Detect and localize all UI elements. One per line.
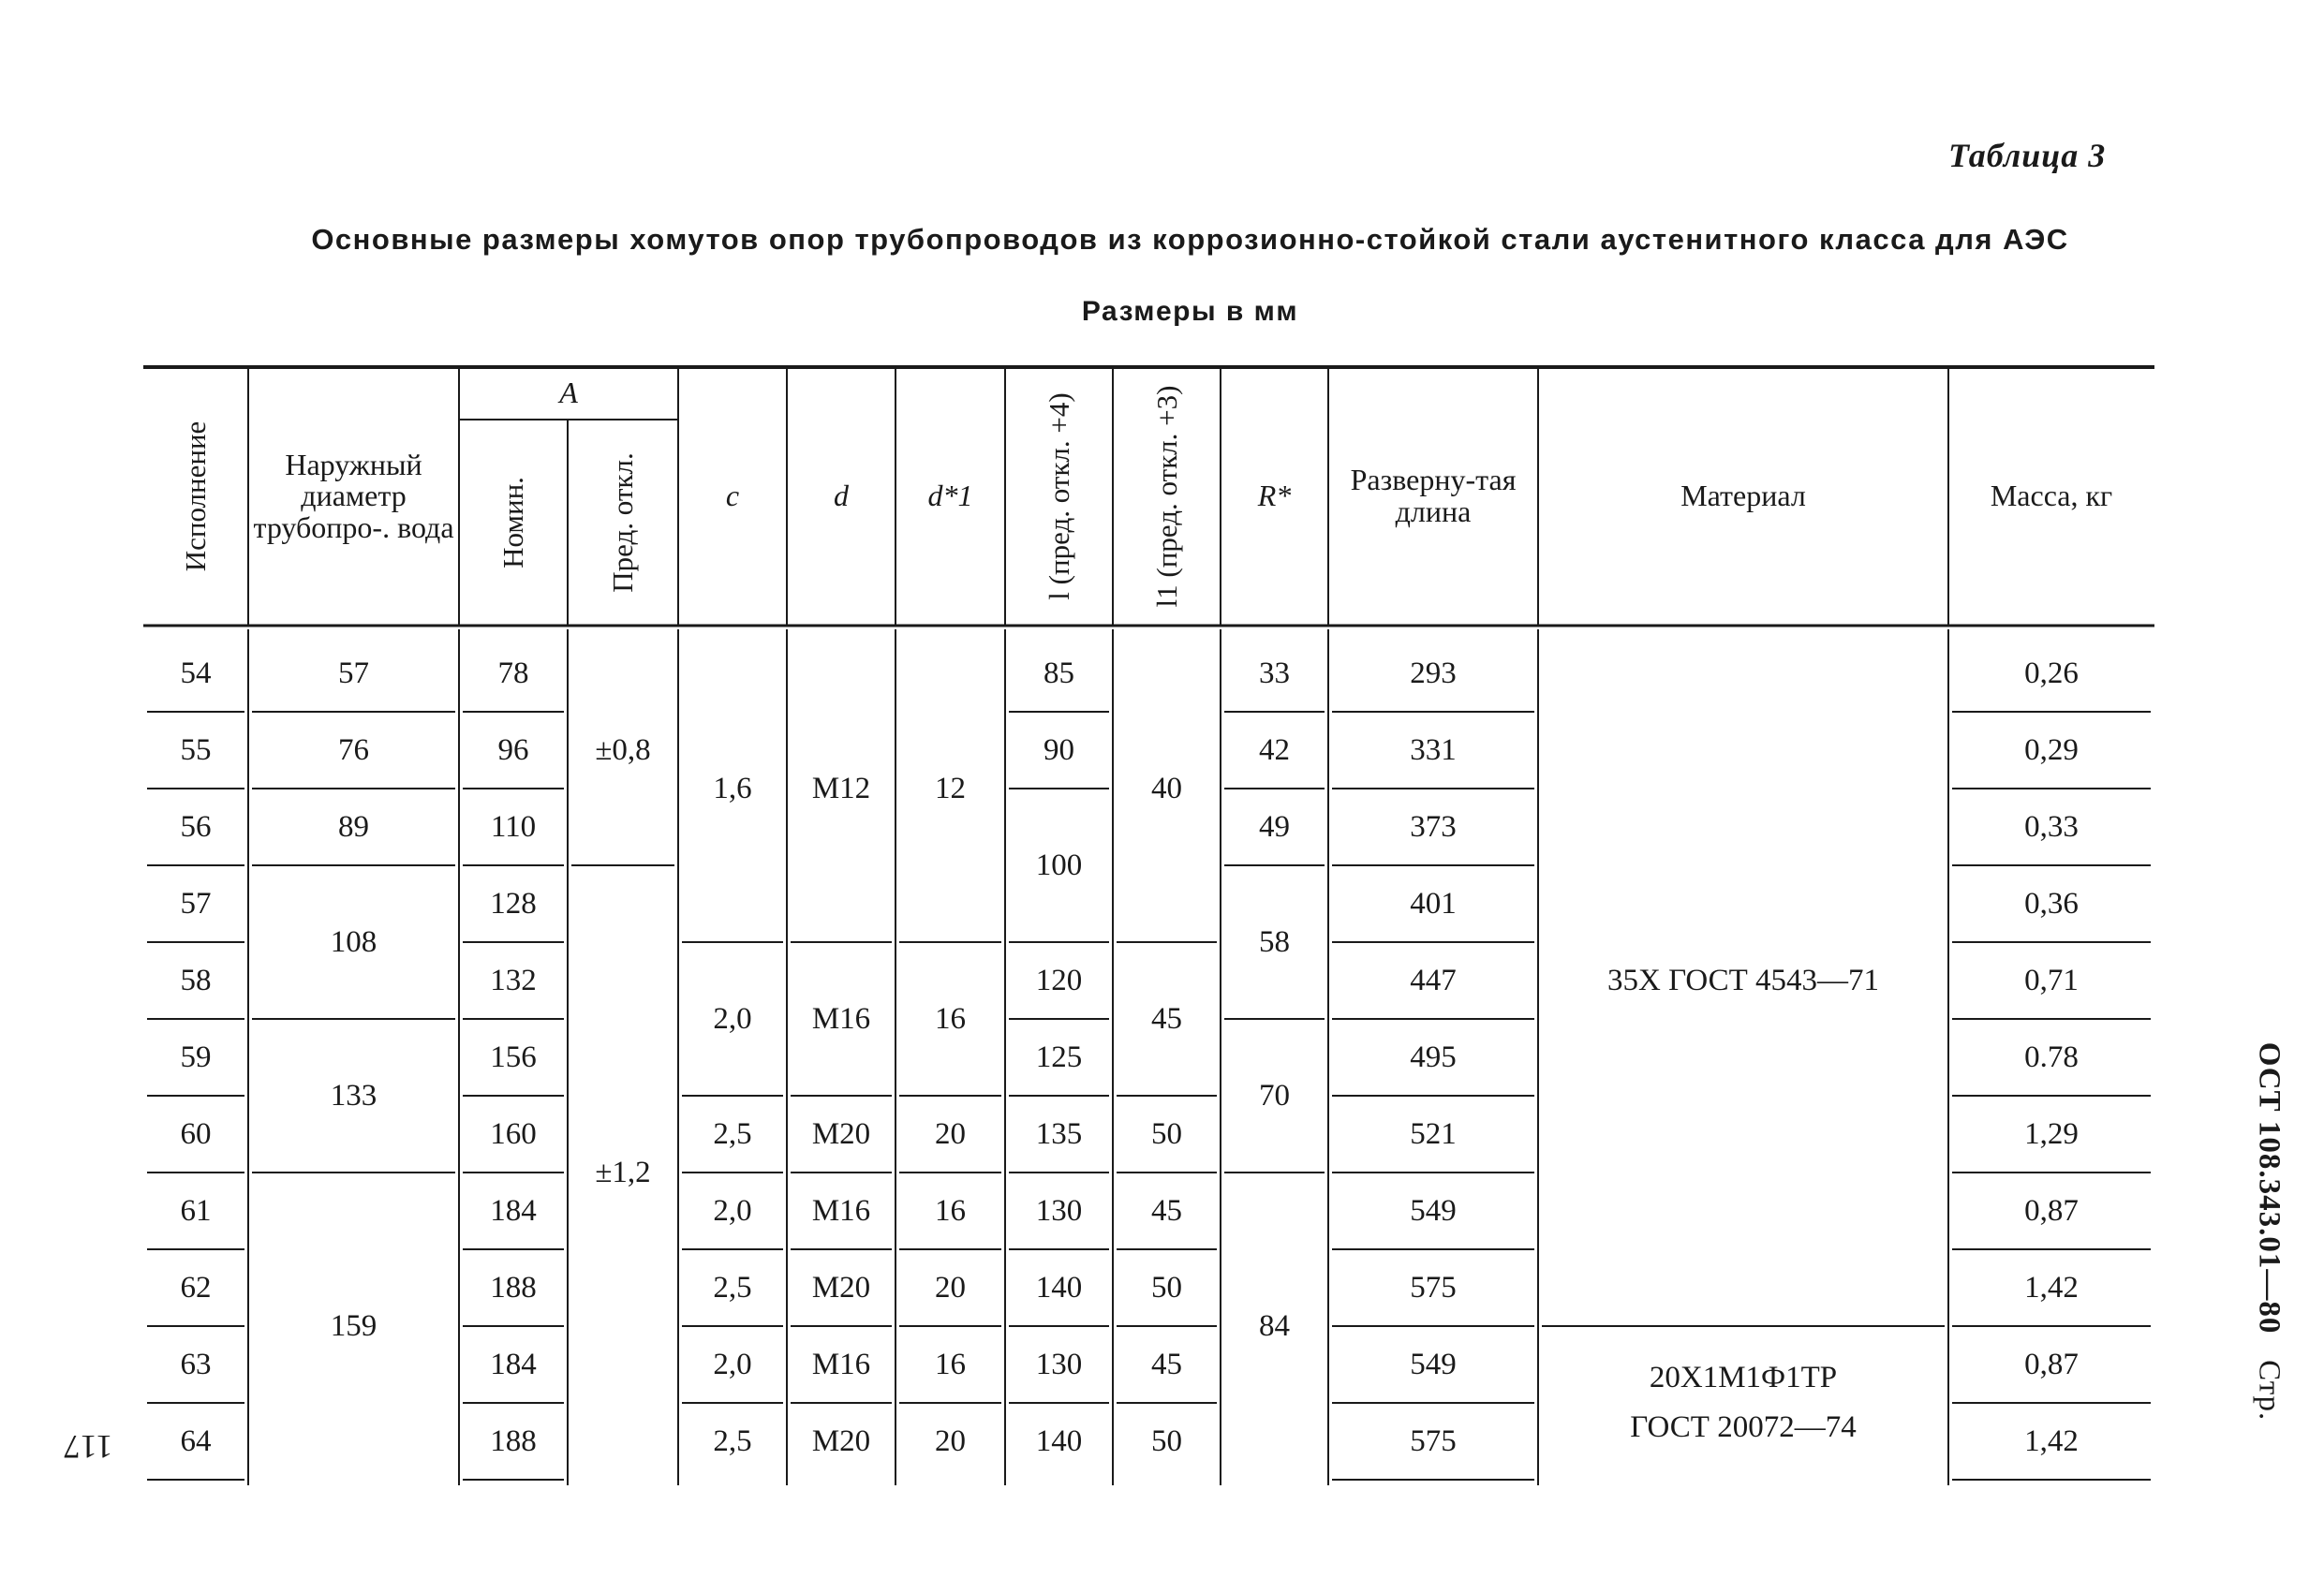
developed-length-cell: 575	[1410, 1423, 1457, 1458]
d-cell: M12	[811, 771, 871, 805]
execution-cell: 54	[180, 656, 212, 690]
header-c: c	[725, 479, 740, 513]
l-cell: 130	[1035, 1193, 1083, 1228]
execution-cell: 57	[180, 886, 212, 921]
l-cell: 140	[1035, 1270, 1083, 1305]
l-cell: 120	[1035, 963, 1083, 997]
developed-length-cell: 549	[1410, 1347, 1457, 1381]
table-label: Таблица 3	[1948, 137, 2107, 174]
header-a-tolerance: Пред. откл.	[605, 452, 639, 593]
header-d1: d*1	[927, 479, 973, 513]
page-abbrev: Стр.	[2252, 1360, 2287, 1422]
execution-cell: 58	[180, 963, 212, 997]
a-nominal-cell: 184	[490, 1347, 537, 1381]
d1-cell: 16	[935, 1347, 966, 1381]
r-cell: 42	[1259, 732, 1290, 767]
table-title: Основные размеры хомутов опор трубопроводов из коррозионно-стойкой стали аустенитного класса для АЭС	[311, 223, 2069, 256]
c-cell: 2,0	[713, 1001, 752, 1036]
developed-length-cell: 373	[1410, 809, 1457, 844]
a-nominal-cell: 96	[497, 732, 529, 767]
material-standard: ГОСТ 20072—74	[1630, 1410, 1857, 1444]
header-outer-diameter: Наружный диаметр трубопро-. вода	[253, 447, 454, 544]
l-cell: 90	[1044, 732, 1074, 767]
diameter-cell: 57	[338, 656, 369, 690]
d-cell: M20	[811, 1116, 871, 1151]
d1-cell: 16	[935, 1193, 966, 1228]
l-cell: 125	[1035, 1040, 1083, 1074]
mass-cell: 1,42	[2024, 1270, 2079, 1305]
developed-length-cell: 495	[1410, 1040, 1457, 1074]
developed-length-cell: 447	[1410, 963, 1457, 997]
l-cell: 140	[1035, 1423, 1083, 1458]
a-tolerance-cell: ±0,8	[595, 732, 651, 767]
d-cell: M16	[811, 1001, 871, 1036]
header-developed-length: Разверну-тая длина	[1350, 463, 1517, 528]
l1-cell: 50	[1151, 1116, 1182, 1151]
c-cell: 2,0	[713, 1347, 752, 1381]
l-cell: 130	[1035, 1347, 1083, 1381]
diameter-cell: 76	[338, 732, 369, 767]
execution-cell: 63	[180, 1347, 212, 1381]
c-cell: 2,5	[713, 1270, 752, 1305]
d-cell: M16	[811, 1347, 871, 1381]
units-subtitle: Размеры в мм	[1081, 296, 1299, 327]
a-nominal-cell: 78	[497, 656, 529, 690]
developed-length-cell: 575	[1410, 1270, 1457, 1305]
mass-cell: 0,26	[2024, 656, 2079, 690]
page-number: 117	[63, 1428, 113, 1466]
l1-cell: 45	[1151, 1001, 1182, 1036]
material-cell	[1538, 1326, 1948, 1480]
mass-cell: 0.78	[2024, 1040, 2079, 1074]
l1-cell: 50	[1151, 1270, 1182, 1305]
a-nominal-cell: 160	[490, 1116, 537, 1151]
mass-cell: 0,36	[2024, 886, 2079, 921]
execution-cell: 55	[180, 732, 212, 767]
header-execution: Исполнение	[178, 420, 212, 572]
execution-cell: 64	[180, 1423, 212, 1458]
header-l1: l1 (пред. откл. +3)	[1149, 385, 1183, 608]
r-cell: 49	[1259, 809, 1290, 844]
l-cell: 100	[1035, 848, 1083, 882]
a-nominal-cell: 156	[490, 1040, 537, 1074]
d-cell: M20	[811, 1270, 871, 1305]
l-cell: 135	[1035, 1116, 1083, 1151]
c-cell: 2,0	[713, 1193, 752, 1228]
r-cell: 84	[1259, 1308, 1290, 1343]
a-nominal-cell: 184	[490, 1193, 537, 1228]
diameter-cell: 108	[330, 924, 377, 959]
c-cell: 2,5	[713, 1116, 752, 1151]
material-grade: 20Х1М1Ф1ТР	[1649, 1361, 1838, 1395]
diameter-cell: 133	[330, 1078, 377, 1113]
a-nominal-cell: 188	[490, 1423, 537, 1458]
header-mass: Масса, кг	[1990, 479, 2113, 513]
mass-cell: 0,87	[2024, 1347, 2079, 1381]
c-cell: 1,6	[713, 771, 752, 805]
a-nominal-cell: 128	[490, 886, 537, 921]
d1-cell: 20	[935, 1116, 966, 1151]
mass-cell: 1,42	[2024, 1423, 2079, 1458]
developed-length-cell: 401	[1410, 886, 1457, 921]
diameter-cell: 159	[330, 1308, 377, 1343]
l1-cell: 45	[1151, 1193, 1182, 1228]
a-nominal-cell: 110	[490, 809, 537, 844]
execution-cell: 59	[180, 1040, 212, 1074]
r-cell: 70	[1259, 1078, 1290, 1113]
header-r: R*	[1257, 479, 1292, 513]
header-a-group: A	[559, 376, 578, 410]
header-d: d	[834, 479, 849, 513]
r-cell: 33	[1259, 656, 1290, 690]
d1-cell: 20	[935, 1270, 966, 1305]
material-cell: 35X ГОСТ 4543—71	[1607, 963, 1879, 997]
header-l: l (пред. откл. +4)	[1042, 392, 1075, 600]
l1-cell: 50	[1151, 1423, 1182, 1458]
execution-cell: 56	[180, 809, 212, 844]
mass-cell: 0,87	[2024, 1193, 2079, 1228]
a-nominal-cell: 188	[490, 1270, 537, 1305]
developed-length-cell: 549	[1410, 1193, 1457, 1228]
d1-cell: 16	[935, 1001, 966, 1036]
a-tolerance-cell: ±1,2	[595, 1155, 651, 1189]
developed-length-cell: 521	[1410, 1116, 1457, 1151]
d-cell: M16	[811, 1193, 871, 1228]
c-cell: 2,5	[713, 1423, 752, 1458]
developed-length-cell: 331	[1410, 732, 1457, 767]
execution-cell: 60	[180, 1116, 212, 1151]
header-material: Материал	[1680, 479, 1806, 513]
a-nominal-cell: 132	[490, 963, 537, 997]
d1-cell: 12	[935, 771, 966, 805]
standard-code: ОСТ 108.343.01—80	[2252, 1041, 2287, 1335]
diameter-cell: 89	[338, 809, 369, 844]
l-cell: 85	[1044, 656, 1074, 690]
execution-cell: 61	[180, 1193, 212, 1228]
r-cell: 58	[1259, 924, 1290, 959]
mass-cell: 0,29	[2024, 732, 2079, 767]
mass-cell: 0,33	[2024, 809, 2079, 844]
mass-cell: 0,71	[2024, 963, 2079, 997]
d-cell: M20	[811, 1423, 871, 1458]
execution-cell: 62	[180, 1270, 212, 1305]
l1-cell: 40	[1151, 771, 1182, 805]
l1-cell: 45	[1151, 1347, 1182, 1381]
developed-length-cell: 293	[1410, 656, 1457, 690]
d1-cell: 20	[935, 1423, 966, 1458]
mass-cell: 1,29	[2024, 1116, 2079, 1151]
header-a-nominal: Номин.	[496, 477, 529, 568]
